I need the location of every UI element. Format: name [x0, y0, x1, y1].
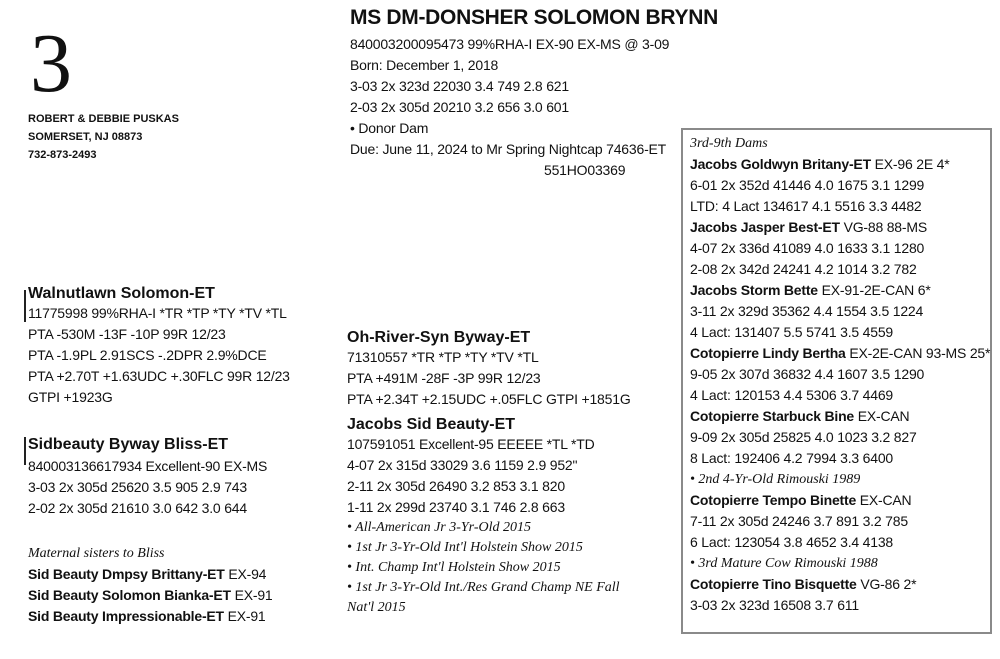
maternal-sisters [28, 544, 273, 627]
ancestor-dam-name: Jacobs Storm Bette [690, 282, 818, 298]
ancestor-dam-honor: • 2nd 4-Yr-Old Rimouski 1989 [690, 472, 861, 487]
granddam-block [347, 416, 620, 618]
ancestor-dam-record: 9-09 2x 305d 25825 4.0 1023 3.2 827 [690, 429, 917, 445]
ancestor-dam [690, 490, 990, 511]
sire-line: 11775998 99%RHA-I *TR *TP *TY *TV *TL [28, 305, 287, 321]
due-code: 551HO03369 [544, 162, 626, 178]
ancestor-dam-score: EX-2E-CAN 93-MS 25* [845, 345, 991, 361]
dam-sire-line: PTA +491M -28F -3P 99R 12/23 [347, 370, 541, 386]
consignor-block [28, 110, 179, 164]
sister-name: Sid Beauty Dmpsy Brittany-ET [28, 566, 225, 582]
dams-box-content [690, 134, 990, 616]
ancestor-dam-name: Cotopierre Tempo Binette [690, 492, 857, 508]
granddam-line: 4-07 2x 315d 33029 3.6 1159 2.9 952" [347, 457, 578, 473]
ancestor-dam-record: 3-03 2x 323d 16508 3.7 611 [690, 597, 859, 613]
sire-line: PTA -1.9PL 2.91SCS -.2DPR 2.9%DCE [28, 347, 267, 363]
animal-line: Born: December 1, 2018 [350, 57, 499, 73]
ancestor-dam-score: EX-CAN [854, 408, 910, 424]
ancestor-dam-score: EX-96 2E 4* [870, 156, 950, 172]
ancestor-dam-record: 9-05 2x 307d 36832 4.4 1607 3.5 1290 [690, 366, 925, 382]
ancestor-dam [690, 217, 990, 238]
granddam-honor: Nat'l 2015 [347, 600, 406, 615]
ancestor-dam-honor: • 3rd Mature Cow Rimouski 1988 [690, 556, 878, 571]
consignor-city: SOMERSET, NJ 08873 [28, 131, 143, 143]
dam-line: 3-03 2x 305d 25620 3.5 905 2.9 743 [28, 479, 247, 495]
dam-sire-block [347, 329, 631, 410]
consignor-name: ROBERT & DEBBIE PUSKAS [28, 113, 179, 125]
animal-line: 840003200095473 99%RHA-I EX-90 EX-MS @ 3-09 [350, 36, 670, 52]
ancestor-dam-record: 6-01 2x 352d 41446 4.0 1675 3.1 1299 [690, 177, 925, 193]
sire-bracket [24, 290, 26, 322]
dam-sire-line: 71310557 *TR *TP *TY *TV *TL [347, 349, 539, 365]
sire-block [28, 285, 290, 408]
sire-name: Walnutlawn Solomon-ET [28, 285, 215, 302]
animal-line: 2-03 2x 305d 20210 3.2 656 3.0 601 [350, 99, 569, 115]
granddam-honor: • Int. Champ Int'l Holstein Show 2015 [347, 560, 561, 575]
ancestor-dam-record: 6 Lact: 123054 3.8 4652 3.4 4138 [690, 534, 894, 550]
granddam-line: 1-11 2x 299d 23740 3.1 746 2.8 663 [347, 499, 565, 515]
ancestor-dam-record: 3-11 2x 329d 35362 4.4 1554 3.5 1224 [690, 303, 924, 319]
dam-sire-name: Oh-River-Syn Byway-ET [347, 329, 531, 346]
ancestor-dam-name: Cotopierre Starbuck Bine [690, 408, 855, 424]
animal-line: • Donor Dam [350, 120, 429, 136]
ancestor-dam-name: Jacobs Goldwyn Britany-ET [690, 156, 871, 172]
ancestor-dam-record: 4 Lact: 120153 4.4 5306 3.7 4469 [690, 387, 894, 403]
dam-sire-line: PTA +2.34T +2.15UDC +.05FLC GTPI +1851G [347, 391, 631, 407]
granddam-line: 2-11 2x 305d 26490 3.2 853 3.1 820 [347, 478, 565, 494]
sister-score: EX-91 [230, 587, 273, 603]
granddam-honor: • 1st Jr 3-Yr-Old Int./Res Grand Champ NE Fall [347, 580, 620, 595]
ancestor-dam-record: 4 Lact: 131407 5.5 5741 3.5 4559 [690, 324, 894, 340]
sire-line: PTA +2.70T +1.63UDC +.30FLC 99R 12/23 [28, 368, 290, 384]
dam-name: Sidbeauty Byway Bliss-ET [28, 436, 229, 453]
ancestor-dam-name: Jacobs Jasper Best-ET [690, 219, 840, 235]
maternal-heading: Maternal sisters to Bliss [28, 546, 165, 561]
ancestor-dam [690, 280, 990, 301]
lot-number: 3 [30, 17, 72, 110]
granddam-honor: • 1st Jr 3-Yr-Old Int'l Holstein Show 2015 [347, 540, 583, 555]
dam-block [28, 436, 267, 519]
granddam-honor: • All-American Jr 3-Yr-Old 2015 [347, 520, 532, 535]
ancestor-dam-score: EX-91-2E-CAN 6* [817, 282, 931, 298]
sister-name: Sid Beauty Impressionable-ET [28, 608, 224, 624]
dam-bracket [24, 437, 26, 465]
animal-name: MS DM-DONSHER SOLOMON BRYNN [350, 6, 718, 29]
ancestor-dam [690, 343, 990, 364]
dam-line: 2-02 2x 305d 21610 3.0 642 3.0 644 [28, 500, 247, 516]
sister-score: EX-91 [223, 608, 266, 624]
dam-line: 840003136617934 Excellent-90 EX-MS [28, 458, 268, 474]
ancestor-dam [690, 154, 990, 175]
animal-line: Due: June 11, 2024 to Mr Spring Nightcap 74636-ET [350, 141, 667, 157]
dams-box-heading: 3rd-9th Dams [690, 136, 768, 151]
ancestor-dam-record: 4-07 2x 336d 41089 4.0 1633 3.1 1280 [690, 240, 925, 256]
ancestor-dam-score: VG-86 2* [856, 576, 917, 592]
ancestor-dam-record: 7-11 2x 305d 24246 3.7 891 3.2 785 [690, 513, 908, 529]
ancestor-dam-score: VG-88 88-MS [839, 219, 927, 235]
consignor-phone: 732-873-2493 [28, 149, 97, 161]
granddam-line: 107591051 Excellent-95 EEEEE *TL *TD [347, 436, 595, 452]
ancestor-dam-record: 8 Lact: 192406 4.2 7994 3.3 6400 [690, 450, 894, 466]
sister-score: EX-94 [224, 566, 267, 582]
ancestor-dam [690, 574, 990, 595]
ancestor-dam [690, 406, 990, 427]
ancestor-dam-record: LTD: 4 Lact 134617 4.1 5516 3.3 4482 [690, 198, 922, 214]
ancestor-dam-name: Cotopierre Lindy Bertha [690, 345, 846, 361]
ancestor-dam-score: EX-CAN [856, 492, 912, 508]
sister-name: Sid Beauty Solomon Bianka-ET [28, 587, 231, 603]
ancestor-dam-name: Cotopierre Tino Bisquette [690, 576, 857, 592]
granddam-name: Jacobs Sid Beauty-ET [347, 416, 516, 433]
sire-line: GTPI +1923G [28, 389, 113, 405]
ancestor-dam-record: 2-08 2x 342d 24241 4.2 1014 3.2 782 [690, 261, 917, 277]
sire-line: PTA -530M -13F -10P 99R 12/23 [28, 326, 226, 342]
animal-line: 3-03 2x 323d 22030 3.4 749 2.8 621 [350, 78, 569, 94]
animal-block [350, 6, 718, 181]
